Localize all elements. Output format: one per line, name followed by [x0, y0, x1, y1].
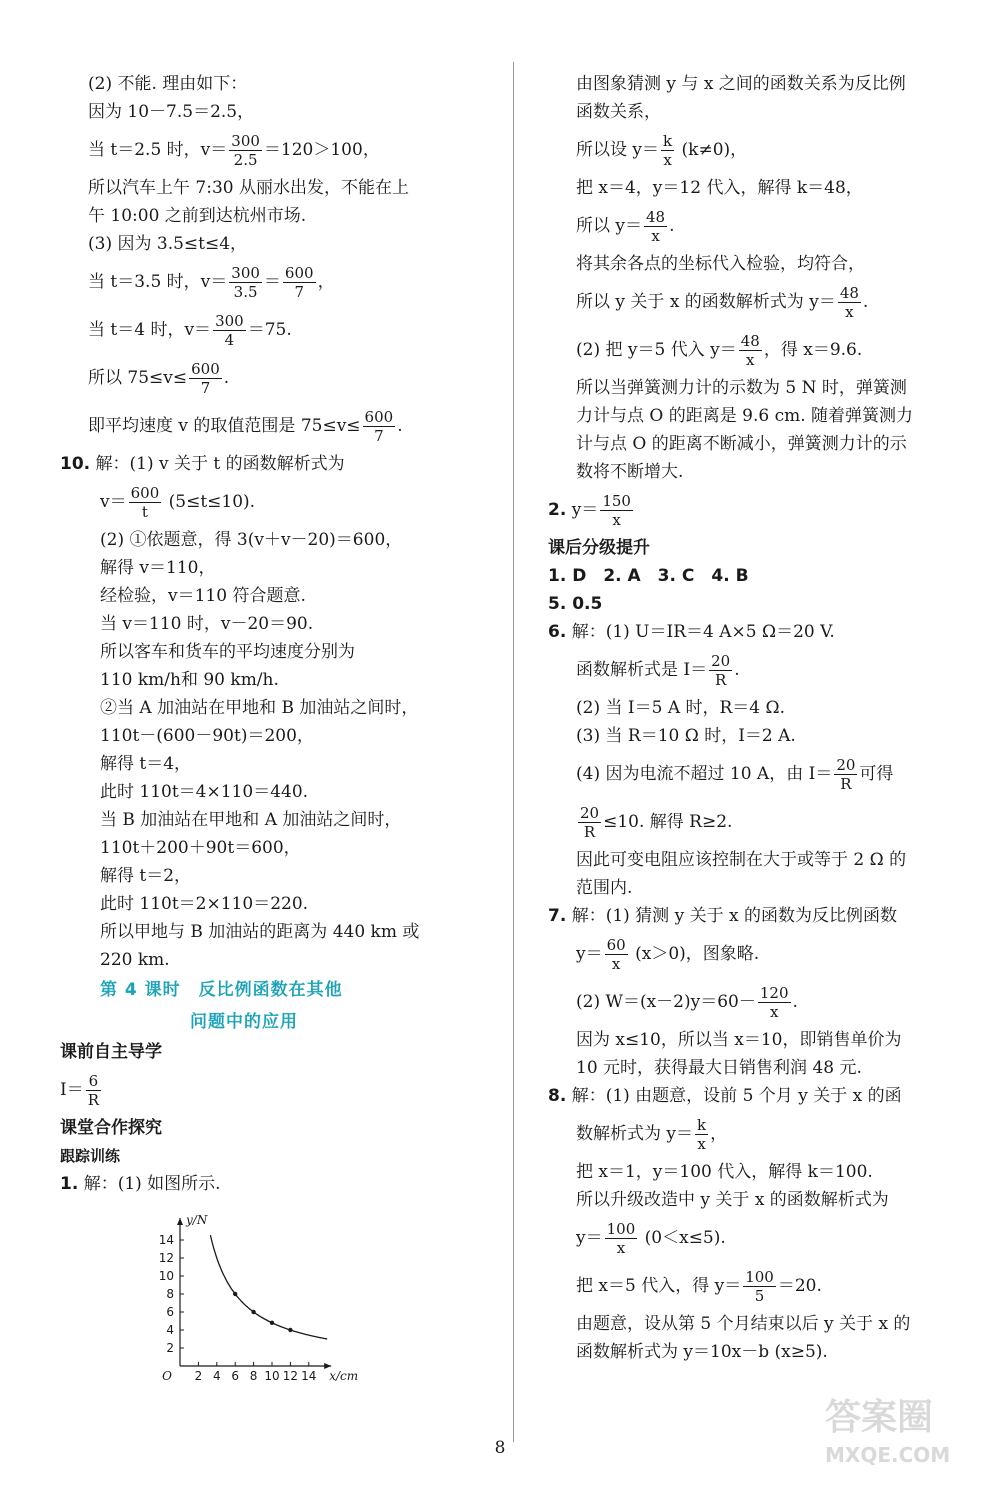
- fraction: [605, 936, 628, 973]
- data-point: [270, 1321, 274, 1325]
- numerator: 150: [602, 492, 631, 510]
- equation-line: [60, 1066, 480, 1114]
- text: 函数解析式是 I＝: [576, 660, 708, 680]
- text: (5≤t≤10).: [163, 492, 256, 512]
- text: I＝: [60, 1080, 84, 1100]
- text: 解：(1) v 关于 t 的函数解析式为: [95, 454, 345, 474]
- lesson-title-line-2: 问题中的应用: [190, 1012, 298, 1032]
- text-line: 因为 10－7.5＝2.5，: [88, 102, 255, 122]
- numerator: 100: [606, 1220, 636, 1238]
- text: v＝: [100, 492, 127, 512]
- text-line: 所以客车和货车的平均速度分别为: [100, 642, 355, 662]
- text: 数解析式为 y＝: [576, 1124, 694, 1144]
- denominator: 5: [754, 1287, 765, 1305]
- text: ＝120＞100，: [263, 140, 380, 160]
- text: .: [792, 992, 798, 1012]
- equation-line: [548, 202, 948, 250]
- chart-svg: [140, 1198, 380, 1388]
- data-point: [251, 1310, 255, 1314]
- text-line: 110t－(600－90t)＝200，: [100, 726, 314, 746]
- x-tick-label: 2: [194, 1369, 203, 1383]
- equation-line: [548, 978, 948, 1026]
- fraction: [229, 132, 262, 169]
- equation-line: [548, 278, 948, 326]
- page-number: 8: [494, 1438, 506, 1458]
- question-number: 8.: [548, 1086, 567, 1106]
- denominator: 7: [294, 283, 305, 301]
- text-line: 范围内.: [576, 878, 633, 898]
- column-divider: [513, 62, 514, 1442]
- numerator: 20: [580, 804, 600, 822]
- text-line: 所以甲地与 B 加油站的距离为 440 km 或: [100, 922, 420, 942]
- question-10: [60, 450, 480, 478]
- fraction: [283, 264, 316, 301]
- numerator: 20: [711, 652, 731, 670]
- question-7: [548, 902, 948, 930]
- text-line: 220 km.: [100, 950, 170, 970]
- equation-line: [60, 306, 480, 354]
- text-line: 因为 x≤10，所以当 x＝10，即销售单价为: [576, 1030, 902, 1050]
- equation-line: [548, 798, 948, 846]
- text: 解：(1) 猜测 y 关于 x 的函数为反比例函数: [571, 906, 897, 926]
- numerator: 300: [231, 264, 260, 282]
- denominator: x: [697, 1135, 706, 1153]
- answer-line: 1. D 2. A 3. C 4. B: [548, 566, 749, 586]
- question-number: 10.: [60, 454, 91, 474]
- equation-line: [60, 126, 480, 174]
- text-line: 午 10:00 之前到达杭州市场.: [88, 206, 307, 226]
- question-number: 7.: [548, 906, 567, 926]
- text: 即平均速度 v 的取值范围是 75≤v≤: [88, 416, 361, 436]
- numerator: 48: [839, 284, 859, 302]
- y-tick-label: 4: [166, 1323, 174, 1337]
- x-tick-label: 10: [264, 1369, 280, 1383]
- text: .: [862, 292, 869, 312]
- equation-line: [548, 1110, 948, 1158]
- text-line: 当 v＝110 时，v－20＝90.: [100, 614, 314, 634]
- numerator: 600: [364, 408, 394, 426]
- text: 解：(1) 由题意，设前 5 个月 y 关于 x 的函: [571, 1086, 902, 1106]
- equation-line: [548, 126, 948, 174]
- question-number: 2.: [548, 500, 567, 520]
- denominator: x: [651, 227, 660, 245]
- denominator: x: [746, 351, 755, 369]
- fraction: [213, 312, 246, 349]
- denominator: x: [611, 955, 621, 973]
- y-tick-label: 8: [166, 1287, 174, 1301]
- y-tick-label: 14: [158, 1233, 174, 1247]
- text-line: 把 x＝1，y＝100 代入，解得 k＝100.: [576, 1162, 873, 1182]
- text-line: ②当 A 加油站在甲地和 B 加油站之间时，: [100, 698, 419, 718]
- text-line: 将其余各点的坐标代入检验，均符合，: [576, 254, 865, 274]
- denominator: t: [141, 503, 148, 521]
- curve-series: [210, 1235, 327, 1339]
- text: ，: [317, 272, 335, 292]
- numerator: 6: [86, 1072, 101, 1091]
- text-line: 所以当弹簧测力计的示数为 5 N 时，弹簧测: [576, 378, 907, 398]
- numerator: 20: [836, 756, 856, 774]
- data-point: [288, 1328, 292, 1332]
- text-line: 函数解析式为 y＝10x－b (x≥5).: [576, 1342, 828, 1362]
- denominator: x: [663, 151, 672, 169]
- text-line: 力计与点 O 的距离是 9.6 cm. 随着弹簧测力: [576, 406, 914, 426]
- denominator: 7: [200, 379, 211, 397]
- text-line: 函数关系，: [576, 102, 661, 122]
- text-line: 解得 v＝110，: [100, 558, 216, 578]
- x-tick-label: 6: [231, 1369, 240, 1383]
- text-line: (3) 因为 3.5≤t≤4，: [88, 234, 248, 254]
- text: ，: [710, 1124, 728, 1144]
- denominator: 3.5: [233, 283, 258, 301]
- equation-line: [548, 750, 948, 798]
- text: (x＞0)，图象略.: [629, 944, 760, 964]
- text: 所以 75≤v≤: [88, 368, 188, 388]
- equation-line: [60, 478, 480, 526]
- denominator: x: [616, 1239, 626, 1257]
- fraction: [838, 284, 861, 321]
- text: y＝: [576, 1228, 603, 1248]
- text-line: 数将不断增大.: [576, 462, 684, 482]
- text: ＝20.: [777, 1276, 822, 1296]
- text: ≤10. 解得 R≥2.: [603, 812, 733, 832]
- numerator: 300: [215, 312, 244, 330]
- right-column: [548, 70, 948, 1366]
- section-heading: 课前自主导学: [60, 1042, 162, 1062]
- question-6: [548, 618, 948, 646]
- text: ＝: [263, 272, 281, 292]
- fraction: [743, 1268, 776, 1305]
- text-line: 经检验，v＝110 符合题意.: [100, 586, 306, 606]
- numerator: 60: [606, 936, 626, 954]
- text-line: (2) 不能. 理由如下：: [88, 74, 248, 94]
- text-line: 由题意，设从第 5 个月结束以后 y 关于 x 的: [576, 1314, 911, 1334]
- text: 把 x＝5 代入，得 y＝: [576, 1276, 742, 1296]
- x-tick-label: 4: [212, 1369, 221, 1383]
- fraction: [834, 756, 857, 793]
- fraction: [578, 804, 601, 841]
- text: 可得: [859, 764, 894, 784]
- denominator: R: [840, 775, 852, 793]
- equation-line: [548, 646, 948, 694]
- text: 所以设 y＝: [576, 140, 660, 160]
- text: (0＜x≤5).: [639, 1228, 726, 1248]
- origin-label: O: [162, 1369, 172, 1383]
- function-graph: [140, 1198, 480, 1388]
- text: ＝75.: [247, 320, 292, 340]
- text: .: [223, 368, 230, 388]
- text: 所以 y 关于 x 的函数解析式为 y＝: [576, 292, 836, 312]
- y-axis-label: y/N: [186, 1213, 208, 1227]
- numerator: 48: [646, 208, 666, 226]
- equation-line: [548, 1262, 948, 1310]
- fraction: [600, 492, 633, 529]
- text: (k≠0)，: [676, 140, 748, 160]
- text: 当 t＝2.5 时，v＝: [88, 140, 228, 160]
- text-line: 所以升级改造中 y 关于 x 的函数解析式为: [576, 1190, 889, 1210]
- text-line: 因此可变电阻应该控制在大于或等于 2 Ω 的: [576, 850, 907, 870]
- y-axis-arrow: [177, 1218, 183, 1225]
- text-line: 解得 t＝4，: [100, 754, 192, 774]
- denominator: R: [87, 1091, 100, 1109]
- numerator: 600: [191, 360, 220, 378]
- text-line: 把 x＝4，y＝12 代入，解得 k＝48，: [576, 178, 863, 198]
- text: (4) 因为电流不超过 10 A，由 I＝: [576, 764, 833, 784]
- fraction: [189, 360, 222, 397]
- numerator: 600: [284, 264, 314, 282]
- denominator: x: [845, 303, 854, 321]
- y-tick-label: 10: [158, 1269, 174, 1283]
- lesson-title-line-1: 第 4 课时 反比例函数在其他: [100, 980, 343, 1000]
- text-line: (2) ①依题意，得 3(v＋v－20)＝600，: [100, 530, 403, 550]
- numerator: k: [663, 132, 673, 150]
- watermark-logo: 答案圈 MXQE.COM: [825, 1397, 951, 1467]
- text-line: 解得 t＝2，: [100, 866, 192, 886]
- equation-line: [60, 258, 480, 306]
- text: .: [669, 216, 675, 236]
- text: 所以 y＝: [576, 216, 643, 236]
- x-tick-label: 12: [282, 1369, 299, 1383]
- text-line: 所以汽车上午 7:30 从丽水出发，不能在上: [88, 178, 409, 198]
- numerator: 600: [130, 484, 160, 502]
- equation-line: [60, 402, 480, 450]
- question-8: [548, 1082, 948, 1110]
- fraction: [229, 264, 262, 301]
- denominator: R: [583, 823, 596, 841]
- text-line: 110t＋200＋90t＝600，: [100, 838, 301, 858]
- fraction: [605, 1220, 638, 1257]
- text: ，得 x＝9.6.: [763, 340, 863, 360]
- left-column: [60, 70, 480, 1388]
- equation-line: [548, 1214, 948, 1262]
- text: 当 t＝3.5 时，v＝: [88, 272, 228, 292]
- text: 当 t＝4 时，v＝: [88, 320, 212, 340]
- fraction: [86, 1072, 101, 1109]
- x-tick-label: 14: [301, 1369, 317, 1383]
- y-tick-label: 12: [158, 1251, 174, 1265]
- denominator: 4: [224, 331, 235, 349]
- text-line: 此时 110t＝4×110＝440.: [100, 782, 309, 802]
- fraction: [695, 1116, 708, 1153]
- text-line: (2) 当 I＝5 A 时，R＝4 Ω.: [576, 698, 786, 718]
- text-line: 由图象猜测 y 与 x 之间的函数关系为反比例: [576, 74, 906, 94]
- equation-line: [548, 930, 948, 978]
- fraction: [709, 652, 732, 689]
- numerator: 100: [745, 1268, 774, 1286]
- text-line: 110 km/h和 90 km/h.: [100, 670, 279, 690]
- section-heading: 课堂合作探究: [60, 1118, 162, 1138]
- subsection-heading: 跟踪训练: [60, 1147, 121, 1165]
- numerator: 120: [759, 984, 789, 1002]
- denominator: 2.5: [233, 151, 258, 169]
- x-tick-label: 8: [249, 1369, 258, 1383]
- text: y＝: [571, 500, 599, 520]
- denominator: x: [769, 1003, 779, 1021]
- text-line: (3) 当 R＝10 Ω 时，I＝2 A.: [576, 726, 796, 746]
- text: (2) 把 y＝5 代入 y＝: [576, 340, 737, 360]
- text: (2) W＝(x－2)y＝60－: [576, 992, 756, 1012]
- equation-line: [60, 354, 480, 402]
- fraction: [129, 484, 162, 521]
- denominator: x: [612, 511, 621, 529]
- text-line: 当 B 加油站在甲地和 A 加油站之间时，: [100, 810, 402, 830]
- text: .: [397, 416, 403, 436]
- text: 解：(1) 如图所示.: [83, 1174, 221, 1194]
- question-1: [60, 1170, 480, 1198]
- text: y＝: [576, 944, 603, 964]
- text-line: 10 元时，获得最大日销售利润 48 元.: [576, 1058, 862, 1078]
- y-tick-label: 2: [166, 1341, 174, 1355]
- text: .: [734, 660, 740, 680]
- fraction: [739, 332, 762, 369]
- x-axis-label: x/cm: [329, 1369, 359, 1383]
- answer-line: 5. 0.5: [548, 594, 603, 614]
- fraction: [758, 984, 791, 1021]
- data-point: [233, 1292, 237, 1296]
- numerator: k: [697, 1116, 707, 1134]
- fraction: [661, 132, 674, 169]
- text: 解：(1) U＝IR＝4 A×5 Ω＝20 V.: [571, 622, 835, 642]
- fraction: [363, 408, 396, 445]
- section-heading: 课后分级提升: [548, 538, 650, 558]
- text-line: 计与点 O 的距离不断减小，弹簧测力计的示: [576, 434, 907, 454]
- numerator: 48: [740, 332, 760, 350]
- fraction: [644, 208, 667, 245]
- text-line: 此时 110t＝2×110＝220.: [100, 894, 309, 914]
- question-2: [548, 486, 948, 534]
- numerator: 300: [231, 132, 260, 150]
- question-number: 6.: [548, 622, 567, 642]
- question-number: 1.: [60, 1174, 79, 1194]
- y-tick-label: 6: [166, 1305, 174, 1319]
- denominator: R: [715, 671, 727, 689]
- equation-line: [548, 326, 948, 374]
- denominator: 7: [374, 427, 384, 445]
